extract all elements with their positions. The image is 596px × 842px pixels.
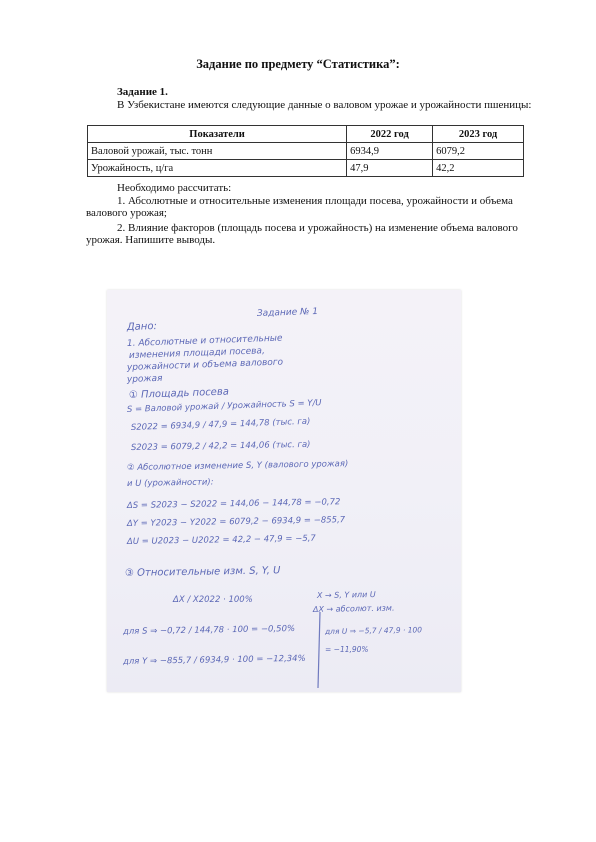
handwritten-line: = −11,90% — [325, 645, 369, 654]
row-value-2022: 6934,9 — [347, 143, 433, 160]
handwritten-line: урожая — [126, 373, 163, 385]
handwritten-line: для Y ⇒ −855,7 / 6934,9 · 100 = −12,34% — [122, 653, 306, 667]
handwritten-line: ③ Относительные изм. S, Y, U — [124, 565, 281, 579]
handwritten-line: ① Площадь посева — [128, 386, 230, 401]
handwritten-line: S2023 = 6079,2 / 42,2 = 144,06 (тыс. га) — [130, 439, 311, 453]
handwritten-solution-photo — [107, 290, 461, 692]
row-value-2023: 6079,2 — [433, 143, 524, 160]
table-header-row — [88, 126, 524, 143]
handwritten-line: изменения площади посева, — [128, 346, 266, 361]
table-row — [88, 160, 524, 177]
handwritten-lines — [122, 307, 422, 667]
handwritten-line: ΔX / X2022 · 100% — [173, 595, 253, 605]
handwritten-line: 1. Абсолютные и относительные — [126, 333, 283, 349]
row-value-2023: 42,2 — [433, 160, 524, 177]
handwritten-line: урожайности и объема валового — [126, 357, 284, 373]
handwriting-canvas — [107, 290, 461, 692]
header-2023: 2023 год — [433, 126, 524, 143]
handwritten-line: ΔS = S2023 − S2022 = 144,06 − 144,78 = −0,72 — [126, 497, 341, 511]
header-2022: 2022 год — [347, 126, 433, 143]
need-to-calc: Необходимо рассчитать: — [117, 182, 232, 194]
hand-divider — [318, 612, 320, 688]
handwritten-line: ΔY = Y2023 − Y2022 = 6079,2 − 6934,9 = −855,7 — [126, 515, 346, 529]
row-value-2022: 47,9 — [347, 160, 433, 177]
handwritten-line: X → S, Y или U — [316, 589, 376, 600]
page-title: Задание по предмету “Статистика”: — [196, 57, 400, 71]
header-indicators: Показатели — [88, 126, 347, 143]
table-row — [88, 143, 524, 160]
handwritten-line: ② Абсолютное изменение S, Y (валового урожая) — [126, 459, 349, 473]
handwritten-line: и U (урожайности): — [126, 477, 214, 489]
handwritten-line: для U ⇒ −5,7 / 47,9 · 100 — [324, 625, 423, 636]
intro-paragraph: В Узбекистане имеются следующие данные о валовом урожае и урожайности пшеницы: — [117, 99, 532, 111]
task-item-2: 2. Влияние факторов (площадь посева и урожайность) на изменение объема валового урожая. Напишите выводы. — [86, 222, 518, 246]
handwritten-line: ΔX → абсолют. изм. — [312, 603, 395, 614]
row-label: Урожайность, ц/га — [88, 160, 347, 177]
handwritten-line: Задание № 1 — [256, 306, 319, 319]
handwritten-line: для S ⇒ −0,72 / 144,78 · 100 = −0,50% — [122, 623, 296, 637]
handwritten-line: S2022 = 6934,9 / 47,9 = 144,78 (тыс. га) — [130, 416, 311, 433]
handwritten-line: S = Валовой урожай / Урожайность S = Y/U — [126, 398, 322, 415]
handwritten-line: ΔU = U2023 − U2022 = 42,2 − 47,9 = −5,7 — [126, 533, 316, 547]
task-item-1: 1. Абсолютные и относительные изменения площади посева, урожайности и объема валового урожая; — [86, 195, 513, 219]
data-table — [87, 125, 524, 177]
handwritten-line: Дано: — [126, 320, 158, 333]
task-heading: Задание 1. — [117, 86, 168, 98]
row-label: Валовой урожай, тыс. тонн — [88, 143, 347, 160]
